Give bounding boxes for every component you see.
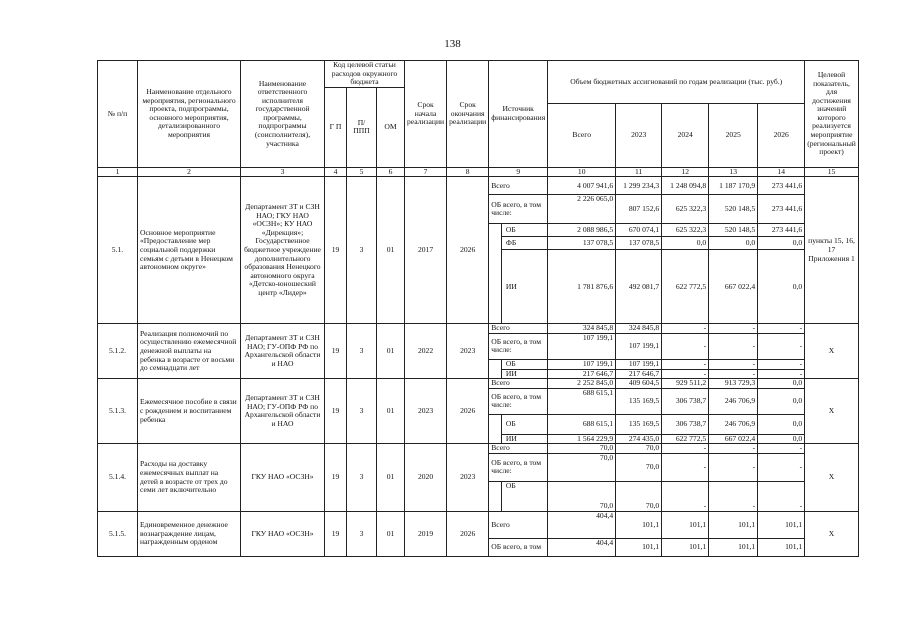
amount-total: 107 199,1 — [548, 333, 616, 359]
source-name: Всего — [489, 511, 548, 538]
amount-2023: 324 845,8 — [616, 324, 662, 334]
header-pp: П/ ППП — [347, 87, 377, 167]
col-number: 1 — [98, 167, 138, 177]
start-year: 2023 — [405, 379, 447, 444]
amount-2025: 667 022,4 — [709, 250, 758, 324]
amount-2025: - — [709, 481, 758, 511]
col-number: 6 — [377, 167, 405, 177]
amount-2024: - — [662, 359, 709, 369]
code-om: 01 — [377, 511, 405, 556]
amount-total: 2 226 065,0 — [548, 195, 616, 224]
amount-2023: 101,1 — [616, 538, 662, 556]
source-name: ОБ — [501, 359, 547, 369]
amount-2025: 101,1 — [709, 538, 758, 556]
col-number: 5 — [347, 167, 377, 177]
amount-2026: 0,0 — [758, 237, 805, 250]
amount-2025: - — [709, 444, 758, 454]
amount-total: 688 615,1 — [548, 388, 616, 414]
col-number: 13 — [709, 167, 758, 177]
source-name: ОБ — [501, 481, 547, 511]
amount-2026: - — [758, 453, 805, 481]
header-num: № п/п — [98, 61, 138, 168]
end-year: 2023 — [447, 324, 489, 379]
col-number: 8 — [447, 167, 489, 177]
header-end: Срок окончания реализации — [447, 61, 489, 168]
amount-2024: - — [662, 481, 709, 511]
header-executor: Наименование ответственного исполнителя государственной программы, подпрограммы (соисполнителя), участника — [241, 61, 325, 168]
col-number: 3 — [241, 167, 325, 177]
amount-2023: 274 435,0 — [616, 434, 662, 444]
source-name: ИИ — [501, 369, 547, 379]
executor: Департамент ЗТ и СЗН НАО; ГКУ НАО «ОСЗН»; КУ НАО «Дирекция»; Государственное бюджетное учреждение дополнительного образования Ненецкого автономного округа «Детско-юношеский центр «Лидер» — [241, 177, 325, 324]
amount-2023: 492 081,7 — [616, 250, 662, 324]
amount-2025: 520 148,5 — [709, 224, 758, 237]
header-total: Всего — [548, 103, 616, 167]
amount-2026: - — [758, 369, 805, 379]
code-om: 01 — [377, 379, 405, 444]
header-om: ОМ — [377, 87, 405, 167]
amount-2023: 807 152,6 — [616, 195, 662, 224]
amount-2023: 135 169,5 — [616, 388, 662, 414]
amount-2025: - — [709, 359, 758, 369]
amount-2024: 306 738,7 — [662, 388, 709, 414]
indicator: пункты 15, 16, 17 Приложения 1 — [805, 177, 859, 324]
header-g: Г П — [325, 87, 347, 167]
amount-total: 107 199,1 — [548, 359, 616, 369]
amount-2024: 625 322,3 — [662, 195, 709, 224]
page-number: 138 — [444, 38, 461, 50]
amount-2024: 622 772,5 — [662, 434, 709, 444]
source-name: Всего — [489, 177, 548, 195]
amount-2026: 101,1 — [758, 538, 805, 556]
code-pp: 3 — [347, 511, 377, 556]
amount-2024: 1 248 094,8 — [662, 177, 709, 195]
source-name: ОБ всего, в том числе: — [489, 333, 548, 359]
amount-2023: 107 199,1 — [616, 359, 662, 369]
row-number: 5.1.4. — [98, 444, 138, 512]
row-number: 5.1.3. — [98, 379, 138, 444]
amount-2023: 1 299 234,3 — [616, 177, 662, 195]
amount-2023: 137 078,5 — [616, 237, 662, 250]
code-g: 19 — [325, 324, 347, 379]
amount-2026: 273 441,6 — [758, 177, 805, 195]
indicator: Х — [805, 324, 859, 379]
code-g: 19 — [325, 444, 347, 512]
amount-2026: - — [758, 481, 805, 511]
amount-total: 2 088 986,5 — [548, 224, 616, 237]
source-indent — [489, 481, 502, 511]
source-name: Всего — [489, 379, 548, 389]
amount-2025: 667 022,4 — [709, 434, 758, 444]
code-om: 01 — [377, 324, 405, 379]
amount-2026: 0,0 — [758, 414, 805, 434]
amount-2026: - — [758, 333, 805, 359]
amount-2026: 0,0 — [758, 379, 805, 389]
col-number: 11 — [616, 167, 662, 177]
row-number: 5.1.5. — [98, 511, 138, 556]
code-pp: 3 — [347, 177, 377, 324]
amount-2025: 1 187 170,9 — [709, 177, 758, 195]
end-year: 2026 — [447, 511, 489, 556]
amount-2023: 70,0 — [616, 481, 662, 511]
source-name: ФБ — [501, 237, 547, 250]
indicator: Х — [805, 511, 859, 556]
amount-2024: - — [662, 324, 709, 334]
code-pp: 3 — [347, 379, 377, 444]
amount-2025: - — [709, 453, 758, 481]
amount-total: 324 845,8 — [548, 324, 616, 334]
executor: ГКУ НАО «ОСЗН» — [241, 444, 325, 512]
source-name: Всего — [489, 324, 548, 334]
amount-total: 688 615,1 — [548, 414, 616, 434]
amount-2026: 101,1 — [758, 511, 805, 538]
source-indent — [489, 224, 502, 324]
amount-total: 217 646,7 — [548, 369, 616, 379]
amount-2023: 217 646,7 — [616, 369, 662, 379]
col-number: 14 — [758, 167, 805, 177]
source-name: ИИ — [501, 434, 547, 444]
amount-2023: 101,1 — [616, 511, 662, 538]
amount-2025: 246 706,9 — [709, 388, 758, 414]
start-year: 2020 — [405, 444, 447, 512]
source-name: ОБ — [501, 224, 547, 237]
header-2023: 2023 — [616, 103, 662, 167]
amount-2024: 929 511,2 — [662, 379, 709, 389]
amount-2025: 520 148,5 — [709, 195, 758, 224]
col-number: 7 — [405, 167, 447, 177]
code-g: 19 — [325, 177, 347, 324]
col-number: 9 — [489, 167, 548, 177]
row-number: 5.1. — [98, 177, 138, 324]
amount-total: 70,0 — [548, 453, 616, 481]
header-start: Срок начала реализации — [405, 61, 447, 168]
header-event-name: Наименование отдельного мероприятия, регионального проекта, подпрограммы, основного мероприятия, детализированного мероприятия — [138, 61, 241, 168]
amount-2023: 409 604,5 — [616, 379, 662, 389]
source-name: ОБ всего, в том числе: — [489, 453, 548, 481]
amount-2026: - — [758, 359, 805, 369]
amount-2024: 622 772,5 — [662, 250, 709, 324]
header-budget-code: Код целевой статьи расходов окружного бюджета — [325, 61, 405, 88]
start-year: 2017 — [405, 177, 447, 324]
col-number: 12 — [662, 167, 709, 177]
amount-2024: - — [662, 453, 709, 481]
col-number: 4 — [325, 167, 347, 177]
code-pp: 3 — [347, 444, 377, 512]
amount-2025: - — [709, 369, 758, 379]
amount-total: 404,4 — [548, 511, 616, 538]
amount-total: 70,0 — [548, 444, 616, 454]
amount-2025: 101,1 — [709, 511, 758, 538]
executor: Департамент ЗТ и СЗН НАО; ГУ-ОПФ РФ по Архангельской области и НАО — [241, 324, 325, 379]
amount-total: 2 252 845,0 — [548, 379, 616, 389]
indicator: Х — [805, 379, 859, 444]
col-number: 15 — [805, 167, 859, 177]
source-indent — [489, 414, 502, 444]
amount-2023: 670 074,1 — [616, 224, 662, 237]
amount-2025: - — [709, 333, 758, 359]
event-name: Расходы на доставку ежемесячных выплат на детей в возрасте от трех до семи лет включительно — [138, 444, 241, 512]
amount-2026: 0,0 — [758, 434, 805, 444]
amount-total: 137 078,5 — [548, 237, 616, 250]
amount-2026: - — [758, 444, 805, 454]
amount-2023: 70,0 — [616, 453, 662, 481]
code-om: 01 — [377, 177, 405, 324]
source-name: ОБ всего, в том числе: — [489, 195, 548, 224]
row-number: 5.1.2. — [98, 324, 138, 379]
executor: Департамент ЗТ и СЗН НАО; ГУ-ОПФ РФ по Архангельской области и НАО — [241, 379, 325, 444]
code-g: 19 — [325, 379, 347, 444]
amount-total: 4 007 941,6 — [548, 177, 616, 195]
amount-2026: 0,0 — [758, 388, 805, 414]
amount-2026: 0,0 — [758, 250, 805, 324]
amount-2024: 0,0 — [662, 237, 709, 250]
amount-2024: - — [662, 333, 709, 359]
budget-table — [97, 60, 859, 557]
amount-2025: 913 729,3 — [709, 379, 758, 389]
col-number: 10 — [548, 167, 616, 177]
source-name: ОБ всего, в том — [489, 538, 548, 556]
end-year: 2026 — [447, 177, 489, 324]
amount-2024: 101,1 — [662, 511, 709, 538]
amount-total: 1 564 229,9 — [548, 434, 616, 444]
amount-2023: 70,0 — [616, 444, 662, 454]
end-year: 2026 — [447, 379, 489, 444]
amount-2023: 135 169,5 — [616, 414, 662, 434]
header-volume: Объем бюджетных ассигнований по годам реализации (тыс. руб.) — [548, 61, 805, 104]
event-name: Единовременное денежное вознаграждение лицам, награжденным орденом — [138, 511, 241, 556]
amount-2024: 625 322,3 — [662, 224, 709, 237]
amount-2025: 246 706,9 — [709, 414, 758, 434]
header-2024: 2024 — [662, 103, 709, 167]
source-name: ОБ — [501, 414, 547, 434]
event-name: Реализация полномочий по осуществлению ежемесячной денежной выплаты на ребенка в возрасте от восьми до семнадцати лет — [138, 324, 241, 379]
source-name: ИИ — [501, 250, 547, 324]
amount-total: 404,4 — [548, 538, 616, 556]
source-indent — [489, 359, 502, 378]
header-indicator: Целевой показатель, для достижения значений которого реализуется мероприятие (региональный проект) — [805, 61, 859, 168]
amount-2025: - — [709, 324, 758, 334]
amount-2024: 306 738,7 — [662, 414, 709, 434]
code-g: 19 — [325, 511, 347, 556]
amount-2026: 273 441,6 — [758, 224, 805, 237]
code-pp: 3 — [347, 324, 377, 379]
start-year: 2022 — [405, 324, 447, 379]
amount-2024: - — [662, 369, 709, 379]
amount-2026: - — [758, 324, 805, 334]
end-year: 2023 — [447, 444, 489, 512]
col-number: 2 — [138, 167, 241, 177]
amount-2024: 101,1 — [662, 538, 709, 556]
amount-2023: 107 199,1 — [616, 333, 662, 359]
amount-total: 70,0 — [548, 481, 616, 511]
event-name: Основное мероприятие «Предоставление мер социальной поддержки семьям с детьми в Ненецком автономном округе» — [138, 177, 241, 324]
amount-2024: - — [662, 444, 709, 454]
indicator: Х — [805, 444, 859, 512]
amount-total: 1 781 876,6 — [548, 250, 616, 324]
start-year: 2019 — [405, 511, 447, 556]
header-2026: 2026 — [758, 103, 805, 167]
amount-2025: 0,0 — [709, 237, 758, 250]
header-2025: 2025 — [709, 103, 758, 167]
source-name: ОБ всего, в том числе: — [489, 388, 548, 414]
code-om: 01 — [377, 444, 405, 512]
source-name: Всего — [489, 444, 548, 454]
amount-2026: 273 441,6 — [758, 195, 805, 224]
header-source: Источник финансирования — [489, 61, 548, 168]
event-name: Ежемесячное пособие в связи с рождением и воспитанием ребенка — [138, 379, 241, 444]
executor: ГКУ НАО «ОСЗН» — [241, 511, 325, 556]
